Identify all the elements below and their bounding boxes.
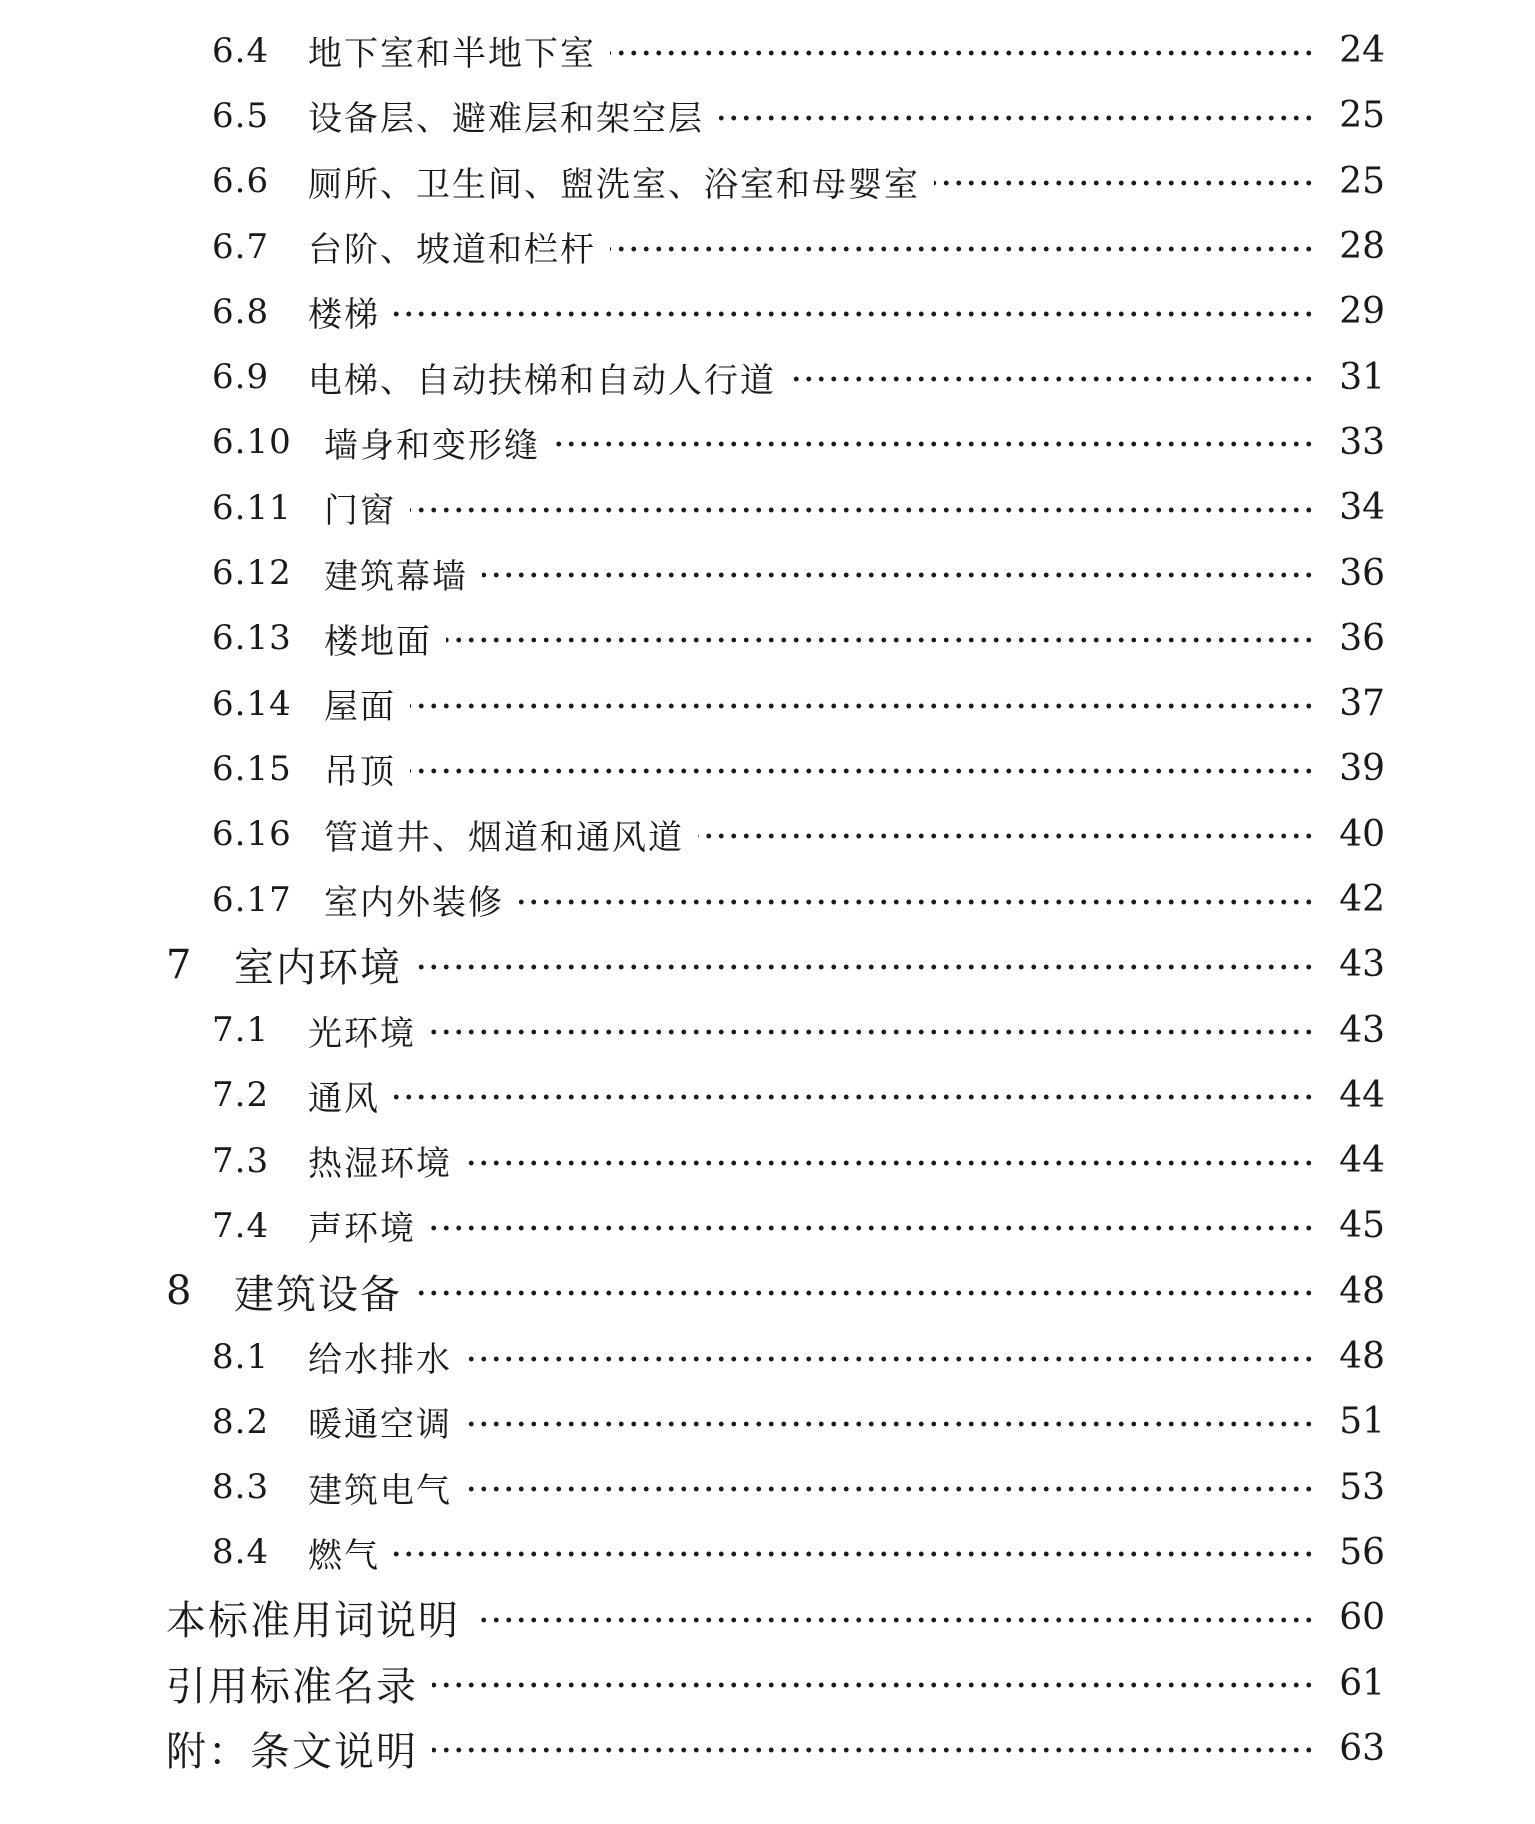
section-number: 6.12: [212, 553, 292, 594]
dot-leader: [446, 637, 1315, 643]
section-number: 6.8: [212, 291, 270, 332]
dot-leader: [466, 1160, 1315, 1166]
section-number: 8.2: [212, 1401, 270, 1442]
section-title: 设备层、避难层和架空层: [308, 99, 704, 140]
section-title: 台阶、坡道和栏杆: [308, 230, 596, 271]
toc-entry-7-4[interactable]: [0, 1193, 1535, 1258]
entry-title: 本标准用词说明: [166, 1598, 460, 1645]
section-title: 给水排水: [308, 1340, 452, 1381]
toc-entry-8-4[interactable]: [0, 1520, 1535, 1585]
section-number: 6.11: [212, 487, 292, 528]
section-title: 燃气: [308, 1535, 380, 1576]
page-number: 33: [1339, 421, 1385, 463]
chapter-title: 室内环境: [234, 945, 402, 992]
section-title: 厕所、卫生间、盥洗室、浴室和母婴室: [308, 164, 920, 205]
page-number: 39: [1339, 748, 1385, 790]
page-number: 24: [1339, 30, 1385, 72]
dot-leader: [416, 964, 1315, 970]
section-number: 6.15: [212, 748, 292, 789]
section-number: 6.9: [212, 357, 270, 398]
section-number: 6.14: [212, 683, 292, 724]
section-number: 8.3: [212, 1467, 270, 1508]
page-number: 61: [1339, 1662, 1385, 1704]
dot-leader: [430, 1029, 1315, 1035]
section-number: 8.4: [212, 1532, 270, 1573]
page-number: 29: [1339, 291, 1385, 333]
section-title: 热湿环境: [308, 1144, 452, 1185]
chapter-number: 8: [166, 1268, 193, 1315]
page-number: 34: [1339, 487, 1385, 529]
section-title: 管道井、烟道和通风道: [324, 817, 684, 858]
dot-leader: [394, 311, 1315, 317]
section-number: 7.4: [212, 1205, 270, 1246]
section-number: 6.5: [212, 95, 270, 136]
dot-leader: [416, 1290, 1315, 1296]
chapter-number: 7: [166, 941, 193, 988]
section-number: 6.6: [212, 161, 270, 202]
dot-leader: [430, 1225, 1315, 1231]
dot-leader: [554, 441, 1315, 447]
toc-entry-6-11[interactable]: [0, 475, 1535, 540]
dot-leader: [790, 376, 1315, 382]
chapter-title: 建筑设备: [234, 1271, 402, 1318]
page-number: 40: [1339, 813, 1385, 855]
toc-entry-8-1[interactable]: [0, 1324, 1535, 1389]
section-title: 门窗: [324, 491, 396, 532]
toc-entry-6-12[interactable]: [0, 540, 1535, 605]
page-number: 36: [1339, 617, 1385, 659]
toc-entry-6-14[interactable]: [0, 671, 1535, 736]
page-number: 56: [1339, 1531, 1385, 1573]
page-number: 51: [1339, 1401, 1385, 1443]
section-title: 光环境: [308, 1013, 416, 1054]
toc-entry-7-2[interactable]: [0, 1063, 1535, 1128]
toc-entry-7-1[interactable]: [0, 997, 1535, 1062]
page-number: 48: [1339, 1270, 1385, 1312]
toc-entry-6-15[interactable]: [0, 736, 1535, 801]
section-title: 电梯、自动扶梯和自动人行道: [308, 360, 776, 401]
section-title: 屋面: [324, 687, 396, 728]
dot-leader: [518, 899, 1315, 905]
toc-entry-referenced-standards[interactable]: [0, 1650, 1535, 1715]
dot-leader: [394, 1094, 1315, 1100]
section-title: 建筑幕墙: [324, 556, 468, 597]
dot-leader: [934, 180, 1315, 186]
dot-leader: [432, 1747, 1315, 1753]
dot-leader: [482, 572, 1315, 578]
toc-entry-6-4[interactable]: [0, 18, 1535, 83]
section-number: 7.3: [212, 1140, 270, 1181]
page-number: 45: [1339, 1205, 1385, 1247]
page-number: 42: [1339, 879, 1385, 920]
toc-entry-6-7[interactable]: [0, 214, 1535, 279]
entry-title: 附：条文说明: [166, 1728, 418, 1775]
toc-entry-6-6[interactable]: [0, 149, 1535, 214]
toc-entry-6-9[interactable]: [0, 344, 1535, 409]
toc-entry-7-3[interactable]: [0, 1128, 1535, 1193]
dot-leader: [410, 507, 1315, 513]
dot-leader: [466, 1421, 1315, 1427]
toc-entry-6-16[interactable]: [0, 802, 1535, 867]
section-number: 7.2: [212, 1075, 270, 1116]
dot-leader: [410, 768, 1315, 774]
toc-chapter-7[interactable]: [0, 932, 1535, 997]
page-number: 43: [1339, 1009, 1385, 1051]
section-title: 通风: [308, 1078, 380, 1119]
section-title: 室内外装修: [324, 883, 504, 923]
page-number: 53: [1339, 1466, 1385, 1508]
page-number: 63: [1339, 1727, 1385, 1769]
page-number: 36: [1339, 552, 1385, 594]
dot-leader: [718, 115, 1315, 121]
section-number: 6.10: [212, 422, 292, 463]
page-number: 43: [1339, 944, 1385, 986]
toc-entry-8-3[interactable]: [0, 1455, 1535, 1520]
toc-entry-6-8[interactable]: [0, 279, 1535, 344]
section-number: 6.17: [212, 879, 292, 920]
page-number: 60: [1339, 1597, 1385, 1639]
section-title: 楼地面: [324, 621, 432, 662]
toc-entry-8-2[interactable]: [0, 1389, 1535, 1454]
dot-leader: [394, 1551, 1315, 1557]
section-number: 6.16: [212, 814, 292, 855]
dot-leader: [466, 1486, 1315, 1492]
dot-leader: [466, 1356, 1315, 1362]
section-title: 楼梯: [308, 295, 380, 336]
toc-entry-6-17[interactable]: [0, 867, 1535, 932]
section-title: 地下室和半地下室: [308, 34, 596, 75]
toc-entry-6-10[interactable]: [0, 410, 1535, 475]
section-title: 暖通空调: [308, 1405, 452, 1446]
section-title: 声环境: [308, 1209, 416, 1250]
entry-title: 引用标准名录: [166, 1663, 418, 1710]
section-number: 6.4: [212, 30, 270, 71]
dot-leader: [610, 246, 1315, 252]
page-number: 44: [1339, 1140, 1385, 1182]
page-number: 25: [1339, 160, 1385, 202]
section-title: 吊顶: [324, 752, 396, 793]
toc-entry-article-explanation[interactable]: [0, 1716, 1535, 1781]
dot-leader: [610, 50, 1315, 56]
page-number: 31: [1339, 356, 1385, 398]
toc-entry-6-5[interactable]: [0, 83, 1535, 148]
page-number: 48: [1339, 1336, 1385, 1378]
table-of-contents: [0, 18, 1535, 1781]
dot-leader: [474, 1617, 1315, 1623]
section-number: 7.1: [212, 1010, 270, 1051]
dot-leader: [698, 833, 1315, 839]
toc-entry-terms-explanation[interactable]: [0, 1585, 1535, 1650]
dot-leader: [410, 703, 1315, 709]
page-number: 37: [1339, 683, 1385, 725]
page-number: 25: [1339, 95, 1385, 137]
section-number: 8.1: [212, 1336, 270, 1377]
section-number: 6.7: [212, 226, 270, 267]
section-number: 6.13: [212, 618, 292, 659]
page-number: 44: [1339, 1074, 1385, 1116]
toc-chapter-8[interactable]: [0, 1259, 1535, 1324]
dot-leader: [432, 1682, 1315, 1688]
toc-entry-6-13[interactable]: [0, 606, 1535, 671]
section-title: 墙身和变形缝: [324, 425, 540, 466]
section-title: 建筑电气: [308, 1470, 452, 1511]
page-number: 28: [1339, 226, 1385, 268]
